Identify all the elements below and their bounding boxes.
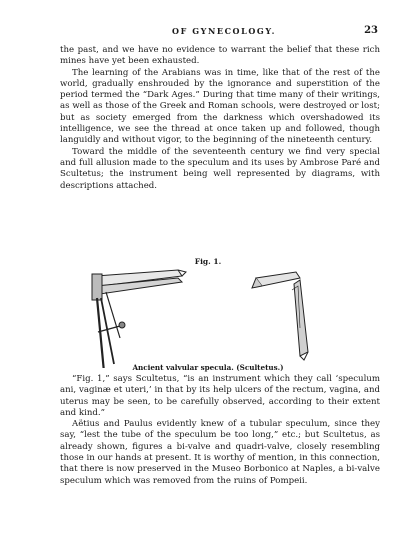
paragraph: The learning of the Arabians was in time, like that of the rest of the world, gradually enshrouded by the ignorance and superstition of the period termed the “Dark Ages.” During that time many of their writings, as well as those of the Greek and Roman schools, were destroyed or lost; but as society emerged from the darkness which overshadowed its intelligence, we see the thread at once taken up and followed, though languidly and without vigor, to the beginning of the nineteenth century. <box>60 67 380 146</box>
body-text-top <box>60 45 380 192</box>
paragraph: “Fig. 1,” says Scultetus, “is an instrument which they call ‘speculum ani, vaginæ et uteri,’ in that by its help ulcers of the rectum, vagina, and uterus may be seen, to be carefully observed, according to their extent and kind.” <box>60 374 380 418</box>
paragraph: Aëtius and Paulus evidently knew of a tubular speculum, since they say, “lest the tube of the speculum be too long,” etc.; but Scultetus, as already shown, figures a bi-valve and quadri-valve, closely resembling those in our hands at present. It is worthy of mention, in this connection, that there is now preserved in the Museo Borbonico at Naples, a bi-valve speculum which was removed from the ruins of Pompeii. <box>60 419 380 486</box>
figure-label: Fig. 1. <box>194 257 222 266</box>
body-text-bottom <box>60 374 380 487</box>
paragraph: the past, and we have no evidence to warrant the belief that these rich mines have yet been exhausted. <box>60 45 380 67</box>
speculum-left-drawing <box>92 270 186 368</box>
figure-caption: Ancient valvular specula. (Scultetus.) <box>132 363 284 372</box>
figure-illustration <box>86 268 346 368</box>
speculum-illustration <box>86 268 346 368</box>
running-head: OF GYNECOLOGY. <box>172 26 277 36</box>
speculum-right-drawing <box>252 272 308 360</box>
page-header <box>60 26 378 38</box>
page-number: 23 <box>364 25 378 36</box>
paragraph: Toward the middle of the seventeenth century we find very special and full allusion made to the speculum and its uses by Ambrose Paré and Scultetus; the instrument being well represented by diagrams, with descriptions attached. <box>60 146 380 191</box>
